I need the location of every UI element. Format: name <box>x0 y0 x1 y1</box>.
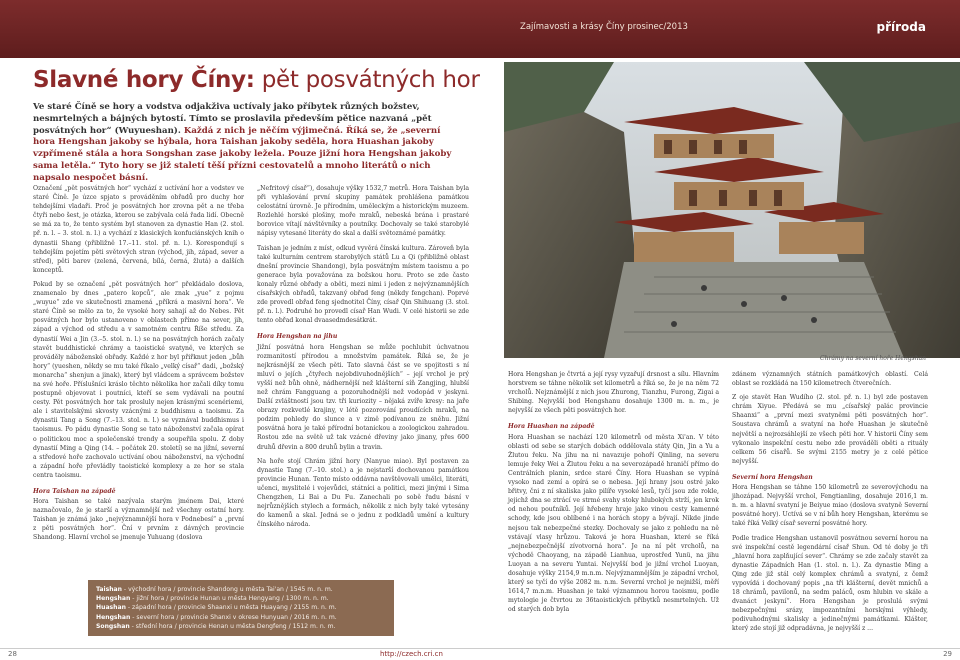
infobox-text: - severní hora / provincie Shanxi v okrese Hunyuan / 2016 m. n. m. <box>130 613 337 621</box>
col3-subheading: Hora Huashan na západě <box>508 423 595 431</box>
temple-illustration <box>504 62 960 358</box>
col4-subheading: Severní hora Hengshan <box>732 473 813 481</box>
col3-paragraph: Hora Huashan se nachází 120 kilometrů od města Xi'an. V této oblasti od sebe se starých dobách oddělovala státy Qin, Jin a Yu a Žlutou řeku. Na jihu na ni navazuje pohoří Qinling, na severu lemuje řeky Wei a Žlutou řeku a na severozápadě hraničí přímo do Centrálních planin, srdce staré Číny. Hora Huashan se vypíná vysoko nad zemí a opírá se o nebesa. Její hrany jsou ostré jako břitvy, čni z ní skaliska jako pilíře vysoké lesů, tyčí jsou zde rokle, jejichž dna se ztrácí ve strmé svahy stoky hlubokých strží, jen krok od nehou pouťníků. Její hřebeny hraje jako vinou cesty kamenné schody, kde jsou oblíbené i na horách stopy a bývají. Nikde jinde nejsou tak nebezpečné stezky. Dochovaly se jako z pohledu na ně vstávají vlasy hrůzou. Taková je hora Huashan, které se říká „nejnebezpečnější zívotvorná hora“. Je na ní pět vrcholů, na východě Chaoyang, na západě Lianhua, uprostřed Yunü, na jihu Luoyan a na severu Yuntai. Nejvyšší bod je jižní vrchol Luoyan, dosahuje výšky 2154,9 m.n.m. Nejvýznamnějším je západní vrchol, který se tyčí do výše 2082 m. n.m. Severní vrchol je nejnižší, měří 1614,7 m.n.m. Huashan je také významnou horou taoismu, podle mytologie je čtvrtou ze 36taoistických příbytků nesmrtelných. Už od starých dob byla <box>508 433 719 614</box>
website-link[interactable]: http://czech.cri.cn <box>380 650 443 658</box>
col1-paragraph: Hora Taishan se také nazývala starým jménem Dai, které naznačovalo, že je starší a významnější než všechny ostatní hory. Taishan je známá jako „nejvýznamnější hora v Podnebesí“ a „první z pěti posvátných hor“. Ční v prvním z dávných provincie Shandong. Hlavní vrchol se jmenuje Yuhuang (doslova <box>33 498 244 542</box>
page-number-left: 28 <box>8 650 17 658</box>
column-1 <box>33 184 244 548</box>
lead-paragraph <box>33 102 453 185</box>
infobox-name: Songshan <box>96 622 130 630</box>
breadcrumb: Zajímavosti a krásy Číny prosinec/2013 <box>520 22 688 32</box>
mountains-infobox <box>88 580 394 636</box>
page-header <box>0 0 960 58</box>
col4-paragraph: Hora Hengshan se táhne 150 kilometrů ze severovýchodu na jihozápad. Nejvyšší vrchol, Fengtianling, dosahuje 2016,1 m. n. m. a hlavní svatyní je Beiyue miao (doslova svatyně Severní posvátné hory). Uctívá se v ní bůh hory Hengshan, kterému se také říká Velký císař severní posvátné hory. <box>732 484 928 528</box>
infobox-text: - jižní hora / provincie Hunan u města Hengyang / 1300 m. n. m. <box>130 595 329 603</box>
infobox-text: - západní hora / provincie Shaanxi u města Huayang / 2155 m. n. m. <box>125 604 337 612</box>
lead-part-1: Ve staré Číně se hory a vodstva odjakživa uctívaly jako příbytek různých božstev, nesmrtelných a bájných bytostí. Tímto se proslavila především pětice nazvaná „pět posvátných hor“ (Wuyueshan). <box>33 102 432 136</box>
infobox-name: Hengshan <box>96 595 131 603</box>
col3-paragraph: Hora Hengshan je čtvrtá a její rysy vyzařují drsnost a sílu. Hlavním horstvem se táhne několik set kilometrů a říká se, že je na něm 72 vrcholů. Nejznámější z nich jsou Zhurong, Tianzhu, Furong, Zigai a Shibing. Nejvyšší bod Hengshanu dosahuje 1300 m. n. m., je nejvyšší ze všech pěti posvátných hor. <box>508 371 719 415</box>
col4-paragraph: Podle tradice Hengshan ustanovil posvátnou severní horou na své inspekční cestě legendární císař Shun. Od té doby je tři „hlavní hora zaplňující sever“. Chrámy se zde začaly stavět za dynastie Západních Han (1. stol. n. l.). Za dynastie Ming a Qing zde již stál celý komplex chrámů a svatyní, z čemž vypovídá i dochovaný popis „na tři klášterní, devět mnichů a 18 chrámů, pavilonů, na sedm paláců, osm hlubin ve skále a dvanáct jeskyní“. Hora Hengshan je proslulá svými nebezpečnými srázy, impozantními horskými výhledy, podivuhodnými skalisky a jedinečnými památkami. Klášter, který zde stojí již odpradávna, je nejvyšší z ... <box>732 534 928 633</box>
col2-paragraph: Jižní posvátná hora Hengshan se může pochlubit úchvatnou rozmanitostí přírodou a množstvím památek. Říká se, že je nejkrásnější ze všech pěti. Tato slavná část se ve spojitosti s ní mluví o jejích „čtyřech nejobdivuhodnějších“ – její vrchol je prý vyšší než bůh ohně, nádhernější než klášterní síň Zangjing, hlubší než chrám Fangguang a pozoruhodnější než vodopád v jeskyni. Další zvláštností jsou tzv. tři kuriozity – nějaká zvíře kresy: na jaře obrazy rozkvetlé krajiny, v létě pozorování proudících mraků, na podzim pohledy do slunce a v zimě podívanou ze sněhu. Jižní posvátná hora je také přírodní botanickou a zoologickou zahradou. Rostou zde na světě už tak vzácné dřeviny jako jinany, přes 600 druhů dřevin a 800 druhů bylin a travin. <box>257 343 469 451</box>
column-4 <box>732 370 928 639</box>
lead-part-2: Každá z nich je něčím výjimečná. Říká se, že „severní hora Hengshan jakoby se hýbala, hora Taishan jakoby seděla, hora Huashan jakoby vzpřímeně stála a hora Songshan zase jakoby ležela. Pouze jižní hora Hengshan jakoby sama letěla.“ Tyto hory se již staletí těší přízni cestovatelů a mnoho literátů o nich napsalo nespočet básní. <box>33 125 452 183</box>
column-2 <box>257 184 469 534</box>
footer-divider <box>0 648 960 649</box>
col4-paragraph: zdánem významných státních památkových oblastí. Celá oblast se rozkládá na 150 kilometrech čtverečních. <box>732 371 928 388</box>
infobox-row <box>96 622 386 631</box>
infobox-name: Hengshan <box>96 613 131 621</box>
page-title <box>33 67 480 93</box>
photo-caption: Chrámy na severní hoře Hengshan <box>820 355 927 362</box>
infobox-text: - střední hora / provincie Henan u města Dengfeng / 1512 m. n. m. <box>129 622 336 630</box>
column-3 <box>508 370 719 619</box>
col4-paragraph: Z oje stavět Han Wudího (2. stol. př. n. l.) byl zde postaven chrám Xiyue. Předává se mu „císařský palác provincie Shaanxi“ a „první mezi svatyněmi pěti posvátných hor“. Soustava chrámů a svatyní na hoře Huashan je skutečně největší a nejrozsáhlejší ze všech pěti hor. V historii Číny sem vykonalo inspekční cestu nebo zde prováděli oběti a rituály celkem 56 císařů. Se svými 2155 metry je z celé pětice nejvyšší. <box>732 394 928 465</box>
infobox-row <box>96 585 386 594</box>
col2-paragraph: Taishan je jedním z míst, odkud vyvěrá čínská kultura. Zároveň byla také kulturním centrem starobylých států Lu a Qi (přibližně oblast dnešní provincie Shandong), byla posvátným místem taoismu a po generace byla považována za božskou horu. Proto se zde často konaly různé obřady a oběti, mezi nimi i jeden z nejvýznamnějších císařských obřadů, takzvaný obřad feng (někdy fengchan). Poprvé zde provedl obřad feng sjednotitel Číny, císař Qin Shihuang (3. stol. př. n. l.). Podruhé ho provedl císař Han Wudi. V celé historii se zde tento obřad konal dvaasedmdesátkrát. <box>257 244 469 325</box>
col1-subheading: Hora Taishan na západě <box>33 488 116 495</box>
infobox-name: Taishan <box>96 586 122 593</box>
col1-paragraph: Pokud by se označení „pět posvátných hor“ překládalo doslova, znamenalo by dnes „patero kopců“, ale znak „yue“ z pojmu „wuyue“ zde ve skutečnosti znamená „příkrá a masivní hora“. Ve staré Číně se mělo za to, že vysoké hory sahají až do Nebes. Pět posvátných hor bylo ustanoveno v oblastech přímo na sever, jih, západ a východ od středu a v samotném centru Říše středu. Za dynastií Wei a Jin (3.–5. stol. n. l.) se na posvátných horách začaly stavět buddhistické chrámy a taoistické svatyně, ve kterých se prováděly náboženské obřady. Každé z hor byl přiřknut jeden „bůh hory“ (yueshen, někdy se mu také říkalo „velký císař“ dadi, „božský monarcha“ shenjun a jinak), který byl vládcem a správcem božstev na své hoře. Příslušníci kráslo těchto několika hor začali díky tomu postupně objevovat i poutníci, kteří se sem vydávali na poutní cesty. Pět posvátných hor tak prosluly nejen krásnými scenériemi, ale i stavitelskými skvosty vzácnými z buddhismu a taoismu. Za dynastii Tang a Song (7.–13. stol. n. l.) se vyznával buddhismus i taoismus. Po pádu dynastie Song se tato náboženství začala opírat o politickou moc a společenské trendy a soupeřila spolu. Z doby dynastií Ming a Qing (14. – počátek 20. století) se na jižní, severní a středové hoře zachovalo uctívání obou náboženství, na východní a západní hoře převládly taoistické komplexy a ze hor se stala centra taoismu. <box>33 280 244 479</box>
section-label: příroda <box>876 20 926 34</box>
infobox-row <box>96 594 386 603</box>
temple-photo <box>504 62 960 358</box>
col2-subheading: Hora Hengshan na jihu <box>257 333 338 341</box>
infobox-name: Huashan <box>96 604 126 612</box>
title-rest: pět posvátných hor <box>254 67 480 93</box>
col1-paragraph: Označení „pět posvátných hor“ vychází z uctívání hor a vodstev ve staré Číně. Je úzce spjato s prováděním obřadů pro duchy hor tehdejšími vladaři. Proč je posvátných hor zrovna pět a ne třeba čtyři nebo šest, je otázka, kterou se zabývala celá řada lidí. Obecně se má za to, že tento systém byl stanoven za dynastie Han (2. stol. př. n. l. – 3. stol. n. l.) a vychází z klasických konfuciánských knih o dynastii Shang (přibližně 17.–11. stol. př. n. l.). Korespondují s tehdejším pojetím pěti světových stran (východ, jih, západ, sever a střed), pěti barev (zelená, červená, bílá, černá, žlutá) a dalších konceptů. <box>33 185 244 274</box>
col2-paragraph: „Nefritový císař“), dosahuje výšky 1532,7 metrů. Hora Taishan byla při vyhlašování první skupiny památek prohlášena památkou celostátní úrovně. Je přírodním, uměleckým a historickým muzeem. Rozlehlé horské plošiny, moře mraků, nebeská brána i prastaré borovice vítají návštěvníky a poutníky. Dochovaly se také starobylé nápisy vytesané literáty do skal a další světoznámé památky. <box>257 185 469 238</box>
col2-paragraph: Na hoře stojí Chrám jižní hory (Nanyue miao). Byl postaven za dynastie Tang (7.–10. stol.) a je nejstarší dochovanou památkou provincie Hunan. Tento místo oddávna navštěvovali umělci, literáti, učenci, myslitelé i vojevůdci, státníci a politici, mezi jinými i Sima Chengzhen, Li Bai a Du Fu. Zanechali po sobě řadu básní v nejrůznějších stylech a formách, několik z nich byly také vytesány do kamenů a skal. Jedná se o jednu z podkladů umění a kultury čínského národa. <box>257 457 469 529</box>
page-number-right: 29 <box>943 650 952 658</box>
title-main: Slavné hory Číny: <box>33 67 255 93</box>
infobox-row <box>96 613 386 622</box>
infobox-text: - východní hora / provincie Shandong u města Tai'an / 1545 m. n. m. <box>122 586 333 593</box>
infobox-row <box>96 603 386 612</box>
